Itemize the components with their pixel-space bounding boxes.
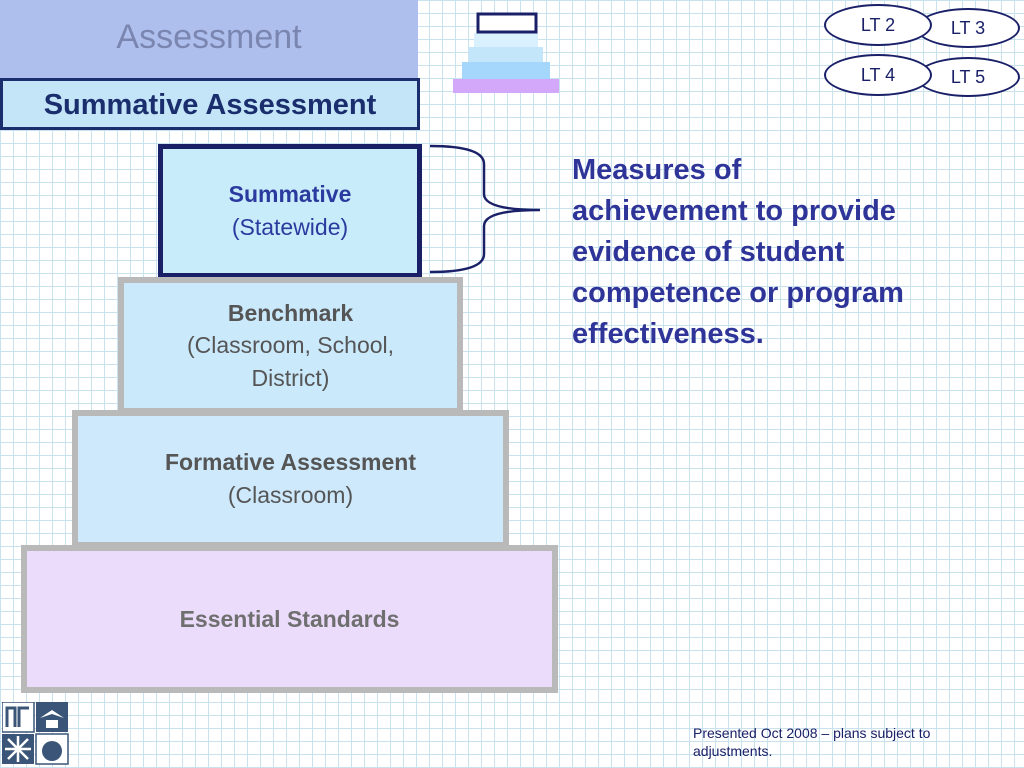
- pyramid-level-formative: [72, 410, 509, 548]
- benchmark-heading: Benchmark: [227, 299, 354, 326]
- lt-2-label: LT 2: [860, 14, 896, 35]
- callout-description: Measures of achievement to provide evidence of student competence or program effectiveness.: [572, 154, 904, 350]
- pyramid-icon-tier-1: [474, 33, 538, 47]
- lt-3-badge[interactable]: [916, 8, 1020, 48]
- logo-star-mark: [5, 736, 31, 762]
- pyramid-level-standards: [21, 545, 558, 693]
- lt-3-label: LT 3: [950, 17, 986, 38]
- pyramid-level-summative: [158, 144, 422, 278]
- slide-title: Assessment: [116, 18, 302, 56]
- curly-brace: [428, 142, 548, 276]
- lt-2-badge[interactable]: [824, 4, 932, 46]
- footer-note: Presented Oct 2008 – plans subject to adjustments.: [693, 725, 931, 760]
- lt-5-label: LT 5: [950, 66, 986, 87]
- pyramid-icon-tier-3: [462, 62, 550, 79]
- logo-globe-mark: [42, 741, 62, 761]
- benchmark-detail: (Classroom, School, District): [186, 332, 395, 391]
- summative-heading: Summative: [228, 181, 352, 208]
- formative-detail: (Classroom): [227, 482, 354, 508]
- summative-detail: (Statewide): [231, 214, 349, 240]
- pyramid-icon-top: [478, 14, 536, 32]
- formative-heading: Formative Assessment: [165, 449, 416, 476]
- slide-subtitle: Summative Assessment: [43, 89, 377, 121]
- pyramid-icon-tier-2: [469, 47, 543, 62]
- pyramid-icon: [452, 12, 562, 94]
- organization-logo: [2, 702, 70, 766]
- lt-4-label: LT 4: [860, 64, 896, 85]
- standards-heading: Essential Standards: [179, 605, 400, 632]
- curly-brace-path: [430, 146, 540, 272]
- subtitle-bar: [0, 78, 420, 130]
- lt-4-badge[interactable]: [824, 54, 932, 96]
- pyramid-level-benchmark: [118, 277, 463, 414]
- pyramid-icon-tier-base: [453, 79, 559, 93]
